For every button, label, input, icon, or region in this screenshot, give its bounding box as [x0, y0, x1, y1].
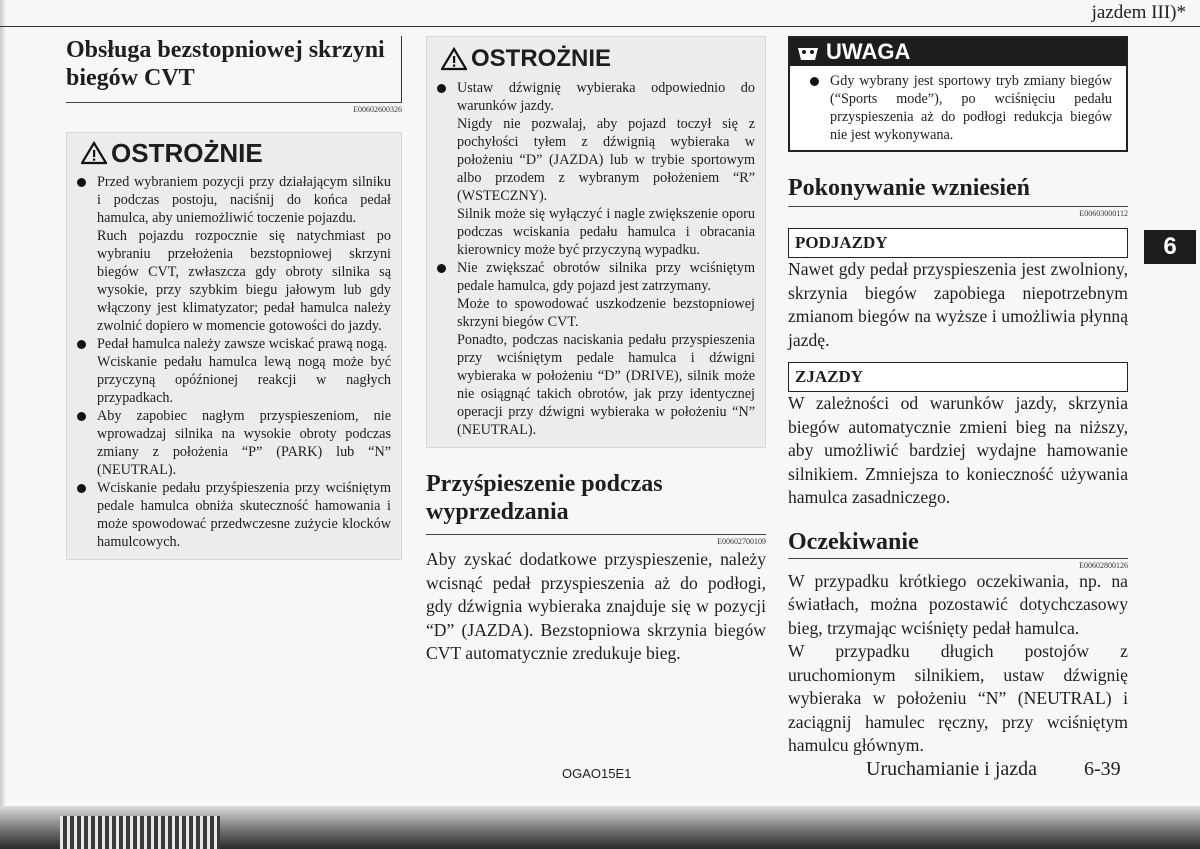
caution-heading	[441, 39, 755, 79]
car-note-icon	[796, 42, 820, 62]
bullet-item	[814, 72, 1112, 144]
bullet-item	[81, 173, 391, 335]
downhill-label-box: ZJAZDY	[788, 362, 1128, 392]
header-rule	[0, 26, 1200, 27]
bullet-paragraph: Aby zapobiec nagłym przyspieszeniom, nie wprowadzaj silnika na wysokie obroty podczas zmiany z położenia “P” (PARK) lub “N” (NEUTRAL).	[97, 408, 391, 478]
warning-triangle-icon	[441, 47, 467, 71]
bullet-paragraph: Ruch pojazdu rozpocznie się natychmiast po wybraniu przełożenia bezstopniowej skrzyni biegów CVT, zwłaszcza gdy obroty silnika są wysokie, przy szybkim biegu jałowym lub gdy włączony jest klimatyzator; pedał hamulca należy zwolnić dopiero w momencie gotowości do jazdy.	[97, 228, 391, 334]
caution-box-middle	[426, 36, 766, 448]
page-binding-shadow	[0, 0, 6, 849]
footer-section-title: Uruchamianie i jazda	[866, 758, 1038, 780]
note-heading-text: UWAGA	[826, 39, 911, 64]
column-right	[788, 36, 1128, 758]
bullet-item	[441, 259, 755, 439]
caution-heading-text: OSTROŻNIE	[471, 45, 612, 72]
reference-code: E00602600326	[66, 102, 402, 114]
section-title-waiting: Oczekiwanie	[788, 528, 919, 555]
waiting-text-long: W przypadku długich postojów z uruchomionym silnikiem, ustaw dźwignię wybieraka w położeniu “N” (NEUTRAL) i zaciągnij hamulec ręczny, przy wciśniętym hamulcu głównym.	[788, 641, 1128, 755]
bullet-paragraph: Nie zwiększać obrotów silnika przy wciśniętym pedale hamulca, gdy pojazd jest zatrzymany.	[457, 260, 755, 294]
running-title: jazdem III)*	[1091, 2, 1186, 23]
chapter-tab: 6	[1144, 230, 1196, 264]
note-box	[788, 36, 1128, 152]
caution-heading-text: OSTROŻNIE	[111, 137, 263, 168]
downhill-text: W zależności od warunków jazdy, skrzynia biegów automatycznie zmieni bieg na niższy, aby umożliwić bardziej wydajne hamowanie silnikiem. Zmniejsza to konieczność używania hamulca zasadniczego.	[788, 393, 1128, 507]
uphill-label-box: PODJAZDY	[788, 228, 1128, 258]
bullet-paragraph: Ponadto, podczas naciskania pedału przyspieszenia przy wciśniętym pedale hamulca i dźwigni wybieraka w położeniu “D” (DRIVE), silnik może nie osiągnąć takich obrotów, jak przy identycznej operacji przy dźwigni wybieraka w położeniu “N” (NEUTRAL).	[457, 332, 755, 438]
section-heading-block	[66, 36, 402, 102]
caution-box-left	[66, 132, 402, 560]
bullet-item	[81, 479, 391, 551]
bullet-paragraph: Wciskanie pedału hamulca lewą nogą może być przyczyną opóźnionej reakcji w nagłych przypadkach.	[97, 354, 391, 406]
reference-code: E00603000112	[788, 206, 1128, 218]
caution-list	[81, 173, 391, 551]
bullet-paragraph: Ustaw dźwignię wybieraka odpowiednio do warunków jazdy.	[457, 80, 755, 114]
column-middle	[426, 36, 766, 666]
page-number: 6-39	[1084, 758, 1121, 780]
waiting-text-short: W przypadku krótkiego oczekiwania, np. na światłach, można pozostawić dotychczasowy bieg, trzymając wciśnięty pedał hamulca.	[788, 570, 1128, 638]
caution-heading	[81, 133, 391, 173]
section-title-hills: Pokonywanie wzniesień	[788, 175, 1031, 201]
footer-code: OGAO15E1	[562, 766, 632, 781]
bullet-item	[81, 335, 391, 407]
bullet-paragraph: Przed wybraniem pozycji przy działającym silniku i podczas postoju, naciśnij do końca pedał hamulca, aby uniemożliwić toczenie pojazdu.	[97, 174, 391, 226]
uphill-text: Nawet gdy pedał przyspieszenia jest zwolniony, skrzynia biegów zapobiega niepotrzebnym zmianom biegów na wyższe i umożliwia płynną jazdę.	[788, 259, 1128, 350]
column-left	[66, 36, 402, 560]
note-list	[790, 66, 1126, 150]
section-title-overtaking: Przyśpieszenie podczas wyprzedzania	[426, 471, 663, 525]
scan-edge-stripes	[60, 816, 220, 849]
bullet-paragraph: Wciskanie pedału przyśpieszenia przy wciśniętym pedale hamulca obniża skuteczność hamowania i może spowodować przedwczesne zużycie klocków hamulcowych.	[97, 480, 391, 550]
bullet-paragraph: Silnik może się wyłączyć i nagle zwiększenie oporu podczas wciskania pedału hamulca i obracania kierownicy może być przyczyną wypadku.	[457, 206, 755, 258]
bullet-paragraph: Pedał hamulca należy zawsze wciskać prawą nogą.	[97, 336, 388, 352]
bullet-item	[441, 79, 755, 259]
reference-code: E00602700109	[426, 534, 766, 546]
caution-list	[441, 79, 755, 439]
warning-triangle-icon	[81, 141, 107, 165]
section-title-cvt: Obsługa bezstopniowej skrzyni biegów CVT	[66, 37, 385, 91]
overtaking-text: Aby zyskać dodatkowe przyspieszenie, należy wcisnąć pedał przyspieszenia aż do podłogi, gdy dźwignia wybieraka znajduje się w pozycji “D” (JAZDA). Bezstopniowa skrzynia biegów CVT automatycznie zredukuje bieg.	[426, 549, 766, 663]
bullet-paragraph: Nigdy nie pozwalaj, aby pojazd toczył się z pochyłości tyłem z dźwignią wybieraka w położeniu “D” (JAZDA) lub w trybie sportowym albo przodem z wybranym położeniem “R” (WSTECZNY).	[457, 116, 755, 204]
bullet-item	[81, 407, 391, 479]
bullet-paragraph: Gdy wybrany jest sportowy tryb zmiany biegów (“Sports mode”), po wciśnięciu pedału przyspieszenia aż do podłogi redukcja biegów nie jest wykonywana.	[830, 73, 1112, 143]
note-heading	[790, 38, 1126, 66]
reference-code: E00602800126	[788, 558, 1128, 570]
bullet-paragraph: Może to spowodować uszkodzenie bezstopniowej skrzyni biegów CVT.	[457, 296, 755, 330]
